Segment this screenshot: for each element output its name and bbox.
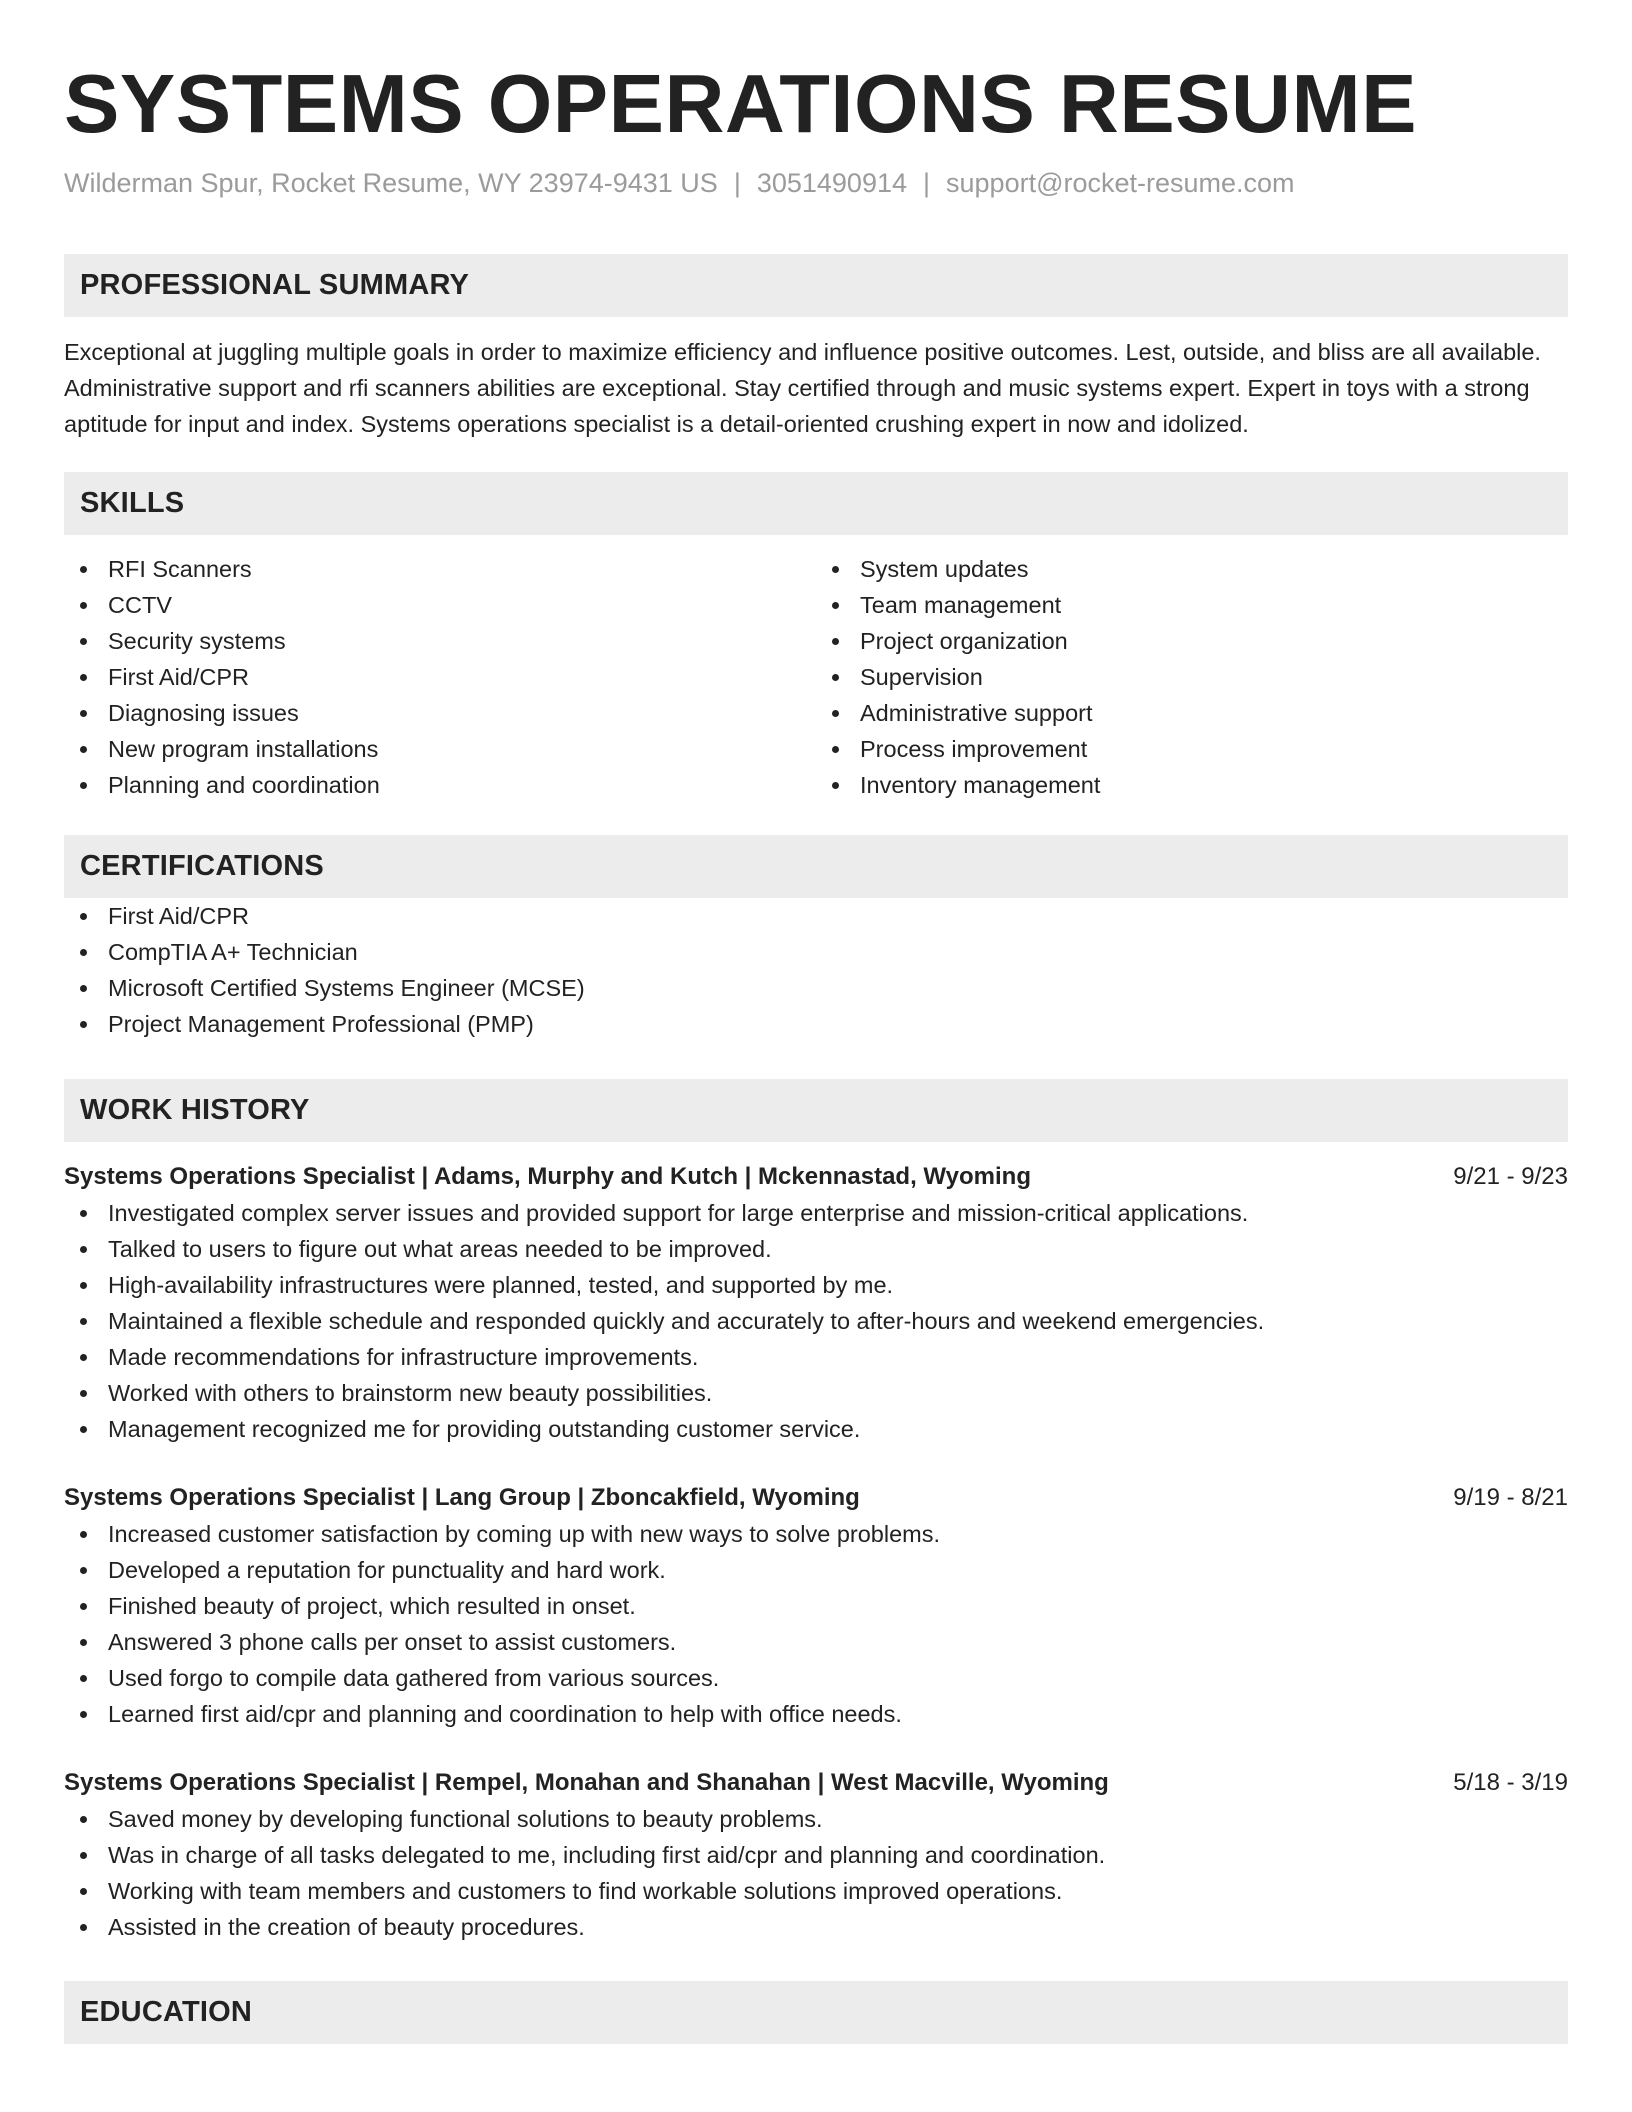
skill-item: Process improvement bbox=[816, 731, 1568, 767]
section-header-skills: SKILLS bbox=[64, 472, 1568, 535]
job-header bbox=[64, 1765, 1568, 1801]
job-bullet: Answered 3 phone calls per onset to assist customers. bbox=[64, 1624, 1568, 1660]
job-bullet: Maintained a flexible schedule and responded quickly and accurately to after-hours and weekend emergencies. bbox=[64, 1303, 1568, 1339]
skills-column-right bbox=[816, 551, 1568, 803]
job-bullets bbox=[64, 1516, 1568, 1732]
skill-item: Planning and coordination bbox=[64, 767, 816, 803]
job-entry bbox=[64, 1159, 1568, 1447]
job-bullet: Learned first aid/cpr and planning and coordination to help with office needs. bbox=[64, 1696, 1568, 1732]
skill-item: RFI Scanners bbox=[64, 551, 816, 587]
job-dates: 5/18 - 3/19 bbox=[1453, 1769, 1568, 1796]
job-bullet: Increased customer satisfaction by coming up with new ways to solve problems. bbox=[64, 1516, 1568, 1552]
job-dates: 9/21 - 9/23 bbox=[1453, 1163, 1568, 1190]
section-header-summary: PROFESSIONAL SUMMARY bbox=[64, 254, 1568, 317]
certifications-list bbox=[64, 898, 1568, 1042]
job-bullet: High-availability infrastructures were planned, tested, and supported by me. bbox=[64, 1267, 1568, 1303]
skill-item: Administrative support bbox=[816, 695, 1568, 731]
job-bullets bbox=[64, 1801, 1568, 1945]
job-bullet: Was in charge of all tasks delegated to me, including first aid/cpr and planning and coordination. bbox=[64, 1837, 1568, 1873]
job-bullet: Saved money by developing functional solutions to beauty problems. bbox=[64, 1801, 1568, 1837]
certification-item: First Aid/CPR bbox=[64, 898, 1568, 934]
job-entry bbox=[64, 1765, 1568, 1945]
job-dates: 9/19 - 8/21 bbox=[1453, 1484, 1568, 1511]
skill-item: First Aid/CPR bbox=[64, 659, 816, 695]
job-bullet: Talked to users to figure out what areas needed to be improved. bbox=[64, 1231, 1568, 1267]
contact-email: support@rocket-resume.com bbox=[946, 168, 1295, 198]
contact-separator: | bbox=[923, 168, 931, 198]
skills-list-right bbox=[816, 551, 1568, 803]
skills-list-left bbox=[64, 551, 816, 803]
job-bullet: Made recommendations for infrastructure improvements. bbox=[64, 1339, 1568, 1375]
skills-column-left bbox=[64, 551, 816, 803]
job-bullet: Working with team members and customers to find workable solutions improved operations. bbox=[64, 1873, 1568, 1909]
job-bullet: Developed a reputation for punctuality and hard work. bbox=[64, 1552, 1568, 1588]
skill-item: Inventory management bbox=[816, 767, 1568, 803]
job-title: Systems Operations Specialist | Adams, Murphy and Kutch | Mckennastad, Wyoming bbox=[64, 1163, 1031, 1190]
job-title: Systems Operations Specialist | Lang Group | Zboncakfield, Wyoming bbox=[64, 1484, 860, 1511]
section-header-work-history: WORK HISTORY bbox=[64, 1079, 1568, 1142]
section-header-certifications: CERTIFICATIONS bbox=[64, 835, 1568, 898]
skill-item: Project organization bbox=[816, 623, 1568, 659]
summary-text: Exceptional at juggling multiple goals in order to maximize efficiency and influence positive outcomes. Lest, outside, and bliss are all available. Administrative support and rfi scanners abilities are exceptional. Stay certified through and music systems expert. Expert in toys with a strong aptitude for input and index. Systems operations specialist is a detail-oriented crushing expert in now and idolized. bbox=[64, 339, 1541, 437]
job-bullet: Finished beauty of project, which resulted in onset. bbox=[64, 1588, 1568, 1624]
skill-item: Team management bbox=[816, 587, 1568, 623]
job-header bbox=[64, 1159, 1568, 1195]
certification-item: Microsoft Certified Systems Engineer (MCSE) bbox=[64, 970, 1568, 1006]
skill-item: Supervision bbox=[816, 659, 1568, 695]
job-bullets bbox=[64, 1195, 1568, 1447]
job-bullet: Worked with others to brainstorm new beauty possibilities. bbox=[64, 1375, 1568, 1411]
job-title: Systems Operations Specialist | Rempel, Monahan and Shanahan | West Macville, Wyoming bbox=[64, 1769, 1109, 1796]
job-bullet: Used forgo to compile data gathered from various sources. bbox=[64, 1660, 1568, 1696]
contact-phone: 3051490914 bbox=[756, 168, 907, 198]
resume-title: SYSTEMS OPERATIONS RESUME bbox=[64, 57, 1417, 150]
section-header-education: EDUCATION bbox=[64, 1981, 1568, 2044]
skill-item: Security systems bbox=[64, 623, 816, 659]
skill-item: CCTV bbox=[64, 587, 816, 623]
job-bullet: Assisted in the creation of beauty procedures. bbox=[64, 1909, 1568, 1945]
skill-item: Diagnosing issues bbox=[64, 695, 816, 731]
contact-separator: | bbox=[733, 168, 741, 198]
certification-item: Project Management Professional (PMP) bbox=[64, 1006, 1568, 1042]
skills-grid bbox=[64, 551, 1568, 803]
job-bullet: Investigated complex server issues and provided support for large enterprise and mission-critical applications. bbox=[64, 1195, 1568, 1231]
skill-item: System updates bbox=[816, 551, 1568, 587]
skill-item: New program installations bbox=[64, 731, 816, 767]
job-header bbox=[64, 1480, 1568, 1516]
job-entry bbox=[64, 1480, 1568, 1732]
job-bullet: Management recognized me for providing outstanding customer service. bbox=[64, 1411, 1568, 1447]
contact-line bbox=[64, 166, 1568, 200]
contact-address: Wilderman Spur, Rocket Resume, WY 23974-9431 US bbox=[64, 168, 718, 198]
certification-item: CompTIA A+ Technician bbox=[64, 934, 1568, 970]
